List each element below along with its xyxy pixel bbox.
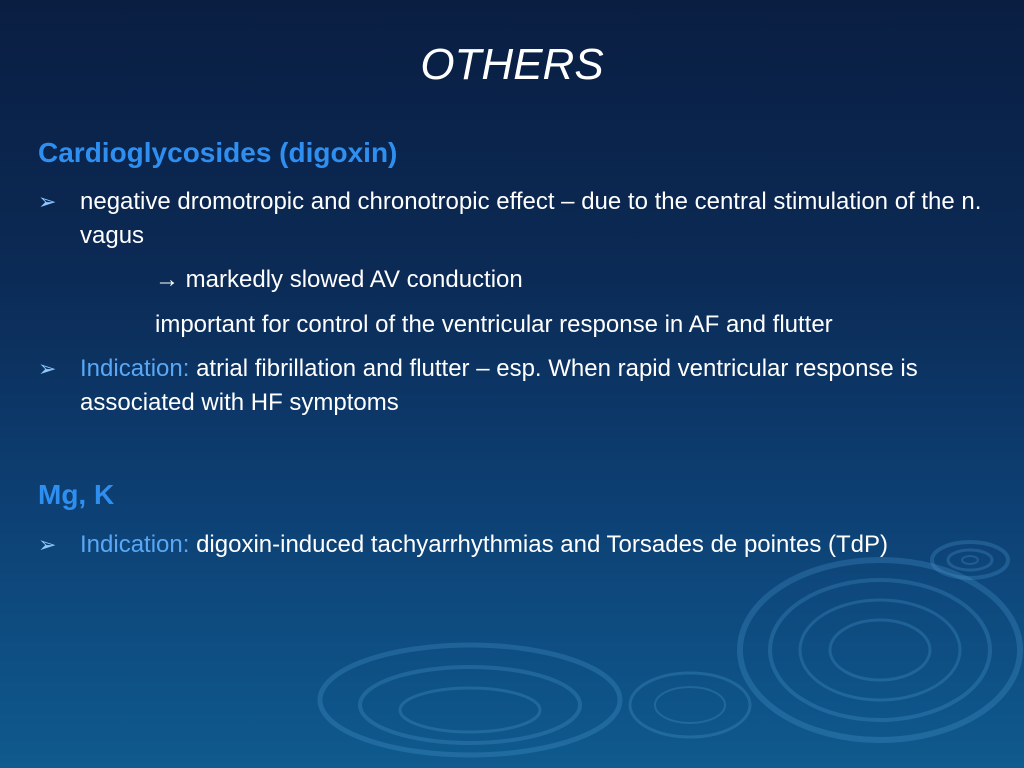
indication-label: Indication:: [80, 531, 190, 558]
bullet-arrow-icon: ➢: [38, 356, 57, 381]
indication-text: digoxin-induced tachyarrhythmias and Torsades de pointes (TdP): [189, 531, 889, 558]
indication-label: Indication:: [80, 355, 190, 382]
section-heading-mg-k: Mg, K: [38, 479, 115, 510]
bullet-arrow-icon: ➢: [38, 189, 57, 214]
indication-text: atrial fibrillation and flutter – esp. When rapid ventricular response is associated with HF symptoms: [80, 355, 918, 416]
bullet-arrow-icon: ➢: [38, 532, 57, 557]
sub-line-ventricular-response: important for control of the ventricular response in AF and flutter: [155, 311, 833, 338]
bullet-indication-tdp: [38, 528, 988, 562]
sub-line-av-conduction: → markedly slowed AV conduction: [155, 266, 523, 293]
bullet-text: negative dromotropic and chronotropic effect – due to the central stimulation of the n. vagus: [80, 188, 982, 249]
bullet-indication-af: [38, 352, 988, 420]
bullet-dromotropic-effect: [38, 185, 988, 253]
slide-title: OTHERS: [420, 40, 604, 89]
section-heading-cardioglycosides: Cardioglycosides (digoxin): [38, 137, 398, 168]
